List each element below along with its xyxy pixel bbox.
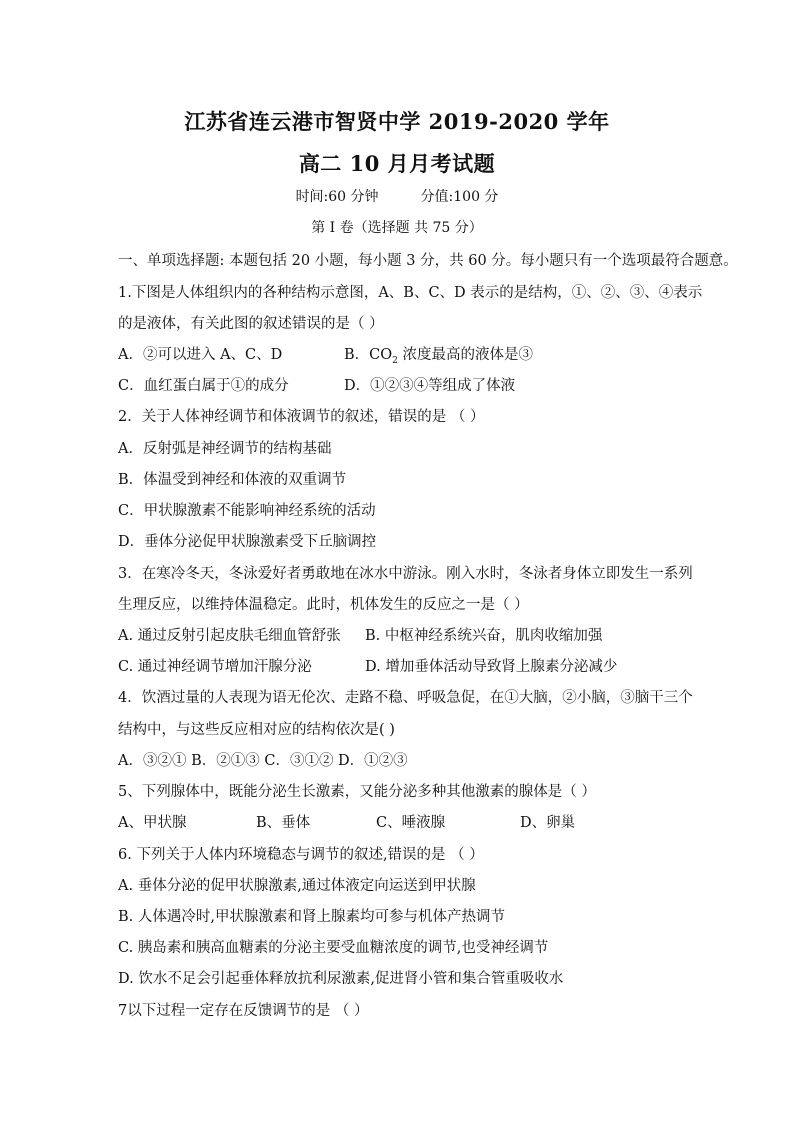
q6-option-a: A. 垂体分泌的促甲状腺激素,通过体液定向运送到甲状腺 <box>118 878 476 894</box>
exam-subtitle: 高二 10 月月考试题 <box>298 151 496 176</box>
q2-option-b: B．体温受到神经和体液的双重调节 <box>118 472 347 488</box>
q6-option-c: C. 胰岛素和胰高血糖素的分泌主要受血糖浓度的调节,也受神经调节 <box>118 940 549 956</box>
section-heading: 第 I 卷（选择题 共 75 分） <box>311 220 483 236</box>
q3-option-a: A. 通过反射引起皮肤毛细血管舒张 <box>118 628 341 644</box>
q1-stem-line2: 的是液体，有关此图的叙述错误的是（ ） <box>118 316 384 332</box>
total-score: 分值:100 分 <box>420 189 499 205</box>
q3-option-d: D. 增加垂体活动导致肾上腺素分泌减少 <box>365 659 618 675</box>
q7-stem: 7以下过程一定存在反馈调节的是 （ ） <box>118 1003 369 1019</box>
q6-stem: 6. 下列关于人体内环境稳态与调节的叙述,错误的是 （ ） <box>118 847 484 863</box>
q1-option-d: D．①②③④等组成了体液 <box>344 378 516 394</box>
q2-option-c: C．甲状腺激素不能影响神经系统的活动 <box>118 503 376 519</box>
q6-option-d: D. 饮水不足会引起垂体释放抗利尿激素,促进肾小管和集合管重吸收水 <box>118 971 564 987</box>
q4-options: A．③②① B．②①③ C．③①② D．①②③ <box>118 753 408 769</box>
q1-stem-line1: 1.下图是人体组织内的各种结构示意图，A、B、C、D 表示的是结构，①、②、③、④表示 <box>118 285 703 301</box>
q5-stem: 5、下列腺体中，既能分泌生长激素，又能分泌多种其他激素的腺体是（ ） <box>118 784 596 800</box>
q5-option-c: C、唾液腺 <box>376 815 446 831</box>
q5-option-d: D、卵巢 <box>520 815 576 831</box>
q3-option-c: C. 通过神经调节增加汗腺分泌 <box>118 659 312 675</box>
q1-option-b: B．$CO_2$ 浓度最高的液体是③ <box>344 347 533 366</box>
q3-stem-line1: 3．在寒冷冬天，冬泳爱好者勇敢地在冰水中游泳。刚入水时，冬泳者身体立即发生一系列 <box>118 566 693 582</box>
time-limit: 时间:60 分钟 <box>295 189 379 205</box>
q2-stem: 2．关于人体神经调节和体液调节的叙述，错误的是 （ ） <box>118 409 485 425</box>
q4-stem-line1: 4．饮酒过量的人表现为语无伦次、走路不稳、呼吸急促，在①大脑，②小脑，③脑干三个 <box>118 690 693 706</box>
q3-stem-line2: 生理反应，以维持体温稳定。此时，机体发生的反应之一是（ ） <box>118 597 529 613</box>
exam-title: 江苏省连云港市智贤中学 2019-2020 学年 <box>184 109 610 134</box>
q3-option-b: B. 中枢神经系统兴奋，肌肉收缩加强 <box>365 628 603 644</box>
section-intro: 一、单项选择题: 本题包括 20 小题，每小题 3 分，共 60 分。每小题只有一个选项最符合题意。 <box>118 253 738 269</box>
q2-option-d: D．垂体分泌促甲状腺激素受下丘脑调控 <box>118 534 377 550</box>
q4-stem-line2: 结构中，与这些反应相对应的结构依次是( ) <box>118 722 395 738</box>
q6-option-b: B. 人体遇冷时,甲状腺激素和肾上腺素均可参与机体产热调节 <box>118 909 505 925</box>
q1-option-a: A．②可以进入 A、C、D <box>118 347 283 363</box>
q1-option-c: C．血红蛋白属于①的成分 <box>118 378 289 394</box>
q5-option-b: B、垂体 <box>256 815 311 831</box>
exam-info <box>0 186 794 206</box>
q2-option-a: A．反射弧是神经调节的结构基础 <box>118 441 332 457</box>
q5-option-a: A、甲状腺 <box>118 815 187 831</box>
